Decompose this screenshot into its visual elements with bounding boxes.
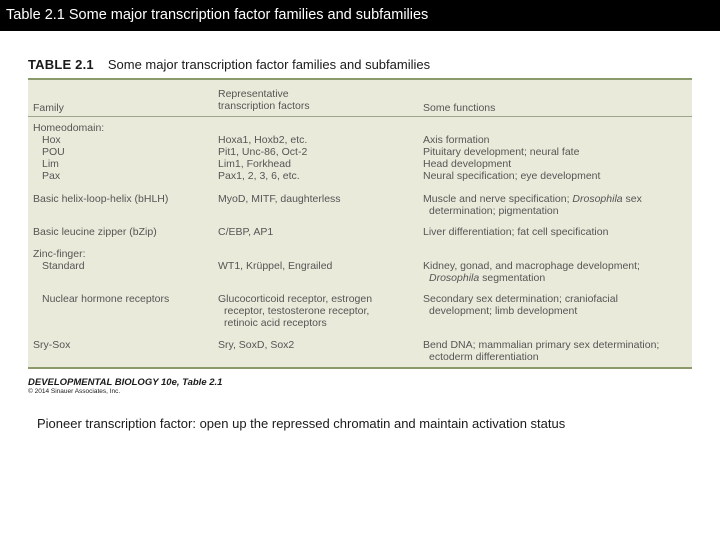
functions-hox: Axis formation	[423, 134, 490, 146]
functions-standard-line1: Kidney, gonad, and macrophage development;	[423, 260, 640, 272]
functions-bhlh-drosophila: Drosophila	[572, 193, 623, 205]
table-header-row	[28, 80, 692, 117]
header-factors-line2: transcription factors	[218, 100, 310, 112]
body-text: Pioneer transcription factor: open up the repressed chromatin and maintain activation status	[37, 416, 566, 431]
family-pax: Pax	[42, 170, 61, 182]
factors-nuclear-line3: retinoic acid receptors	[224, 317, 327, 329]
functions-bhlh-line2: determination; pigmentation	[429, 205, 559, 217]
family-nuclear-hormone-receptors: Nuclear hormone receptors	[42, 293, 170, 305]
family-sry-sox: Sry-Sox	[33, 339, 71, 351]
functions-lim: Head development	[423, 158, 512, 170]
family-pou: POU	[42, 146, 65, 158]
factors-bhlh: MyoD, MITF, daughterless	[218, 193, 341, 205]
family-lim: Lim	[42, 158, 59, 170]
factors-lim: Lim1, Forkhead	[218, 158, 291, 170]
family-zinc-finger: Zinc-finger:	[33, 248, 86, 260]
functions-sry-line1: Bend DNA; mammalian primary sex determination;	[423, 339, 660, 351]
family-hox: Hox	[42, 134, 61, 146]
copyright: © 2014 Sinauer Associates, Inc.	[28, 388, 121, 395]
family-homeodomain: Homeodomain:	[33, 122, 105, 134]
table-footer	[28, 377, 328, 397]
table-caption: Some major transcription factor families and subfamilies	[107, 57, 431, 72]
factors-pou: Pit1, Unc-86, Oct-2	[218, 146, 308, 158]
functions-nuclear-line1: Secondary sex determination; craniofacial	[423, 293, 618, 305]
header-factors-line1: Representative	[218, 88, 289, 100]
factors-standard: WT1, Krüppel, Engrailed	[218, 260, 333, 272]
family-bzip: Basic leucine zipper (bZip)	[33, 226, 157, 238]
functions-standard-text-b: segmentation	[479, 272, 546, 284]
functions-standard-drosophila: Drosophila	[429, 272, 480, 284]
factors-sry-sox: Sry, SoxD, Sox2	[218, 339, 295, 351]
factors-hox: Hoxa1, Hoxb2, etc.	[218, 134, 308, 146]
functions-standard-line2	[423, 273, 545, 285]
table-heading	[28, 57, 698, 77]
functions-bhlh-line1	[423, 194, 642, 206]
family-bhlh: Basic helix-loop-helix (bHLH)	[33, 193, 169, 205]
factors-bzip: C/EBP, AP1	[218, 226, 274, 238]
transcription-factor-table	[28, 78, 692, 369]
functions-bhlh-text-c: sex	[622, 193, 642, 205]
factors-nuclear-line1: Glucocorticoid receptor, estrogen	[218, 293, 373, 305]
functions-bzip: Liver differentiation; fat cell specification	[423, 226, 609, 238]
book-credit: DEVELOPMENTAL BIOLOGY 10e, Table 2.1	[28, 377, 223, 388]
family-standard: Standard	[42, 260, 85, 272]
header-factors	[218, 88, 310, 112]
functions-sry-line2: ectoderm differentiation	[429, 351, 539, 363]
functions-pax: Neural specification; eye development	[423, 170, 601, 182]
functions-nuclear-line2: development; limb development	[429, 305, 578, 317]
table-label: TABLE 2.1	[28, 57, 94, 72]
header-family: Family	[33, 102, 64, 114]
factors-pax: Pax1, 2, 3, 6, etc.	[218, 170, 300, 182]
functions-bhlh-text-a: Muscle and nerve specification;	[423, 193, 573, 205]
functions-pou: Pituitary development; neural fate	[423, 146, 580, 158]
factors-nuclear-line2: receptor, testosterone receptor,	[224, 305, 370, 317]
slide-title: Table 2.1 Some major transcription factor families and subfamilies	[0, 0, 720, 31]
header-functions: Some functions	[423, 102, 496, 114]
